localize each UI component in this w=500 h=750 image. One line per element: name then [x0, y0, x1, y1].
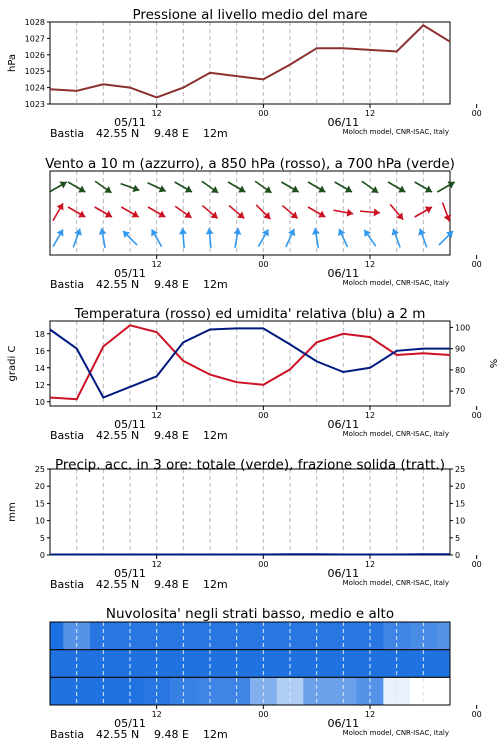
clouds-x-tick-label: 12 — [151, 710, 162, 719]
wind-arrow — [338, 229, 348, 247]
wind-date-label: 05/11 — [114, 267, 146, 280]
wind-arrow — [233, 228, 241, 248]
precip-station-name: Bastia — [50, 578, 85, 591]
pressure-line — [50, 25, 450, 97]
precip-y-right-tick-label: 10 — [455, 516, 466, 526]
temp_rh-y-tick-label: 18 — [34, 329, 45, 339]
wind-arrow — [362, 181, 378, 192]
precip-date-label: 06/11 — [327, 567, 360, 580]
temp_rh-frame — [50, 321, 450, 406]
temp_rh-station-lon: 9.48 E — [154, 429, 189, 442]
humidity-line — [50, 328, 450, 397]
wind-arrow — [439, 231, 453, 245]
pressure-x-tick-label: 00 — [258, 109, 269, 118]
clouds-model-credit: Moloch model, CNR-ISAC, Italy — [342, 729, 449, 737]
temp_rh-x-tick-label: 12 — [151, 411, 162, 420]
wind-arrow — [68, 182, 85, 192]
pressure-frame — [50, 22, 450, 104]
temp_rh-y-right-tick-label: 80 — [455, 365, 466, 375]
temp_rh-station-elevation: 12m — [203, 429, 228, 442]
clouds-x-tick-label: 12 — [364, 710, 376, 719]
temp_rh-y-right-tick-label: 70 — [455, 387, 466, 397]
wind-arrow — [148, 183, 166, 193]
pressure-station-name: Bastia — [50, 127, 85, 140]
wind-x-tick-label: 00 — [258, 260, 269, 269]
wind-arrow-head — [206, 228, 214, 234]
wind-arrow — [95, 181, 111, 192]
temp_rh-y-tick-label: 14 — [34, 363, 45, 373]
cloud-cell — [50, 650, 64, 678]
wind-arrow-head — [347, 209, 354, 217]
wind-arrow — [175, 182, 192, 192]
precip-y-tick-label: 5 — [39, 533, 45, 543]
wind-arrow — [228, 182, 245, 192]
clouds-station-name: Bastia — [50, 728, 85, 741]
temperature-line — [50, 325, 450, 399]
cloud-cell — [437, 622, 451, 650]
clouds-x-tick-label: 00 — [258, 710, 269, 719]
clouds-station-elevation: 12m — [203, 728, 228, 741]
precip-y-tick-label: 15 — [34, 499, 45, 509]
wind-arrow — [202, 181, 218, 192]
pressure-x-tick-label: 00 — [471, 109, 482, 118]
wind-x-tick-label: 00 — [471, 260, 482, 269]
temp_rh-model-credit: Moloch model, CNR-ISAC, Italy — [342, 430, 449, 438]
wind-x-tick-label: 12 — [151, 260, 162, 269]
precip-y-tick-label: 0 — [39, 551, 45, 560]
precip-y-right-tick-label: 25 — [455, 465, 466, 474]
precip-title: Precip. acc. in 3 ore: totale (verde), frazione solida (tratt.) — [55, 457, 445, 473]
temp_rh-x-tick-label: 00 — [471, 411, 482, 420]
precip-x-tick-label: 12 — [364, 560, 376, 569]
wind-arrow — [49, 182, 66, 192]
wind-date-label: 06/11 — [327, 267, 360, 280]
temp_rh-y-tick-label: 16 — [34, 346, 45, 356]
precip-y-right-tick-label: 5 — [455, 533, 461, 543]
clouds-date-label: 06/11 — [327, 717, 360, 730]
temp_rh-y-tick-label: 12 — [34, 380, 45, 390]
wind-arrow-head — [374, 208, 380, 216]
precip-station-lat: 42.55 N — [96, 578, 140, 591]
temp_rh-station-name: Bastia — [50, 429, 85, 442]
temp_rh-y-right-axis-label: % — [487, 358, 498, 369]
clouds-x-tick-label: 00 — [471, 710, 482, 719]
precip-y-tick-label: 10 — [34, 516, 45, 526]
temp_rh-date-label: 05/11 — [114, 418, 146, 431]
wind-arrow — [392, 229, 401, 248]
wind-arrow — [437, 182, 454, 192]
wind-station-lon: 9.48 E — [154, 278, 189, 291]
temp_rh-station-lat: 42.55 N — [96, 429, 140, 442]
temp_rh-y-tick-label: 10 — [34, 397, 45, 407]
temp_rh-y-right-tick-label: 100 — [455, 323, 471, 333]
wind-arrow — [286, 229, 296, 247]
precip-y-right-tick-label: 20 — [455, 482, 466, 492]
cloud-cell — [437, 677, 451, 705]
precip-y-tick-label: 20 — [34, 482, 45, 492]
pressure-date-label: 05/11 — [114, 116, 146, 129]
clouds-station-lon: 9.48 E — [154, 728, 189, 741]
pressure-x-tick-label: 12 — [364, 109, 376, 118]
precip-y-right-tick-label: 15 — [455, 499, 466, 509]
wind-arrow — [335, 182, 352, 192]
precip-station-elevation: 12m — [203, 578, 228, 591]
wind-arrow — [281, 182, 298, 192]
wind-arrow-head — [179, 228, 187, 234]
pressure-y-tick-label: 1025 — [24, 67, 45, 77]
pressure-date-label: 06/11 — [327, 116, 360, 129]
clouds-station-lat: 42.55 N — [96, 728, 140, 741]
precip-x-tick-label: 00 — [471, 560, 482, 569]
pressure-y-axis-label: hPa — [7, 53, 18, 73]
wind-arrow-head — [312, 228, 320, 235]
cloud-cell — [50, 677, 64, 705]
temp_rh-date-label: 06/11 — [327, 418, 360, 431]
temp_rh-y-axis-label: gradi C — [7, 345, 18, 382]
wind-model-credit: Moloch model, CNR-ISAC, Italy — [342, 279, 449, 287]
precip-station-lon: 9.48 E — [154, 578, 189, 591]
precip-y-tick-label: 25 — [34, 465, 45, 474]
temp_rh-x-tick-label: 00 — [258, 411, 269, 420]
wind-arrow-head — [233, 228, 241, 235]
wind-arrow — [255, 181, 271, 192]
precip-x-tick-label: 00 — [258, 560, 269, 569]
cloud-cell — [437, 650, 451, 678]
wind-station-name: Bastia — [50, 278, 85, 291]
wind-arrow — [388, 182, 405, 192]
temp_rh-y-right-tick-label: 90 — [455, 344, 466, 354]
pressure-model-credit: Moloch model, CNR-ISAC, Italy — [342, 128, 449, 136]
pressure-y-tick-label: 1024 — [24, 83, 45, 93]
wind-arrow — [308, 182, 325, 192]
pressure-title: Pressione al livello medio del mare — [132, 7, 368, 23]
precip-x-tick-label: 12 — [151, 560, 162, 569]
cloud-cell — [50, 622, 64, 650]
pressure-y-tick-label: 1026 — [24, 50, 45, 60]
pressure-station-lon: 9.48 E — [154, 127, 189, 140]
temp_rh-x-tick-label: 12 — [364, 411, 376, 420]
pressure-station-elevation: 12m — [203, 127, 228, 140]
pressure-y-tick-label: 1023 — [24, 100, 45, 109]
precip-y-axis-label: mm — [7, 502, 18, 522]
wind-arrow — [53, 203, 63, 220]
wind-title: Vento a 10 m (azzurro), a 850 hPa (rosso), a 700 hPa (verde) — [45, 156, 455, 172]
wind-station-elevation: 12m — [203, 278, 228, 291]
wind-arrow-head — [99, 228, 107, 235]
wind-x-tick-label: 12 — [364, 260, 376, 269]
temp_rh-title: Temperatura (rosso) ed umidita' relativa (blu) a 2 m — [74, 306, 426, 322]
wind-arrow — [312, 228, 320, 248]
wind-arrow — [53, 229, 63, 246]
clouds-date-label: 05/11 — [114, 717, 146, 730]
pressure-y-tick-label: 1028 — [24, 18, 45, 27]
precip-y-right-tick-label: 0 — [455, 551, 461, 560]
pressure-y-tick-label: 1027 — [24, 34, 45, 44]
precip-frame — [50, 469, 450, 555]
wind-arrow — [99, 228, 107, 248]
clouds-title: Nuvolosita' negli strati basso, medio e alto — [105, 606, 395, 622]
wind-arrow — [418, 229, 427, 248]
pressure-station-lat: 42.55 N — [96, 127, 140, 140]
wind-station-lat: 42.55 N — [96, 278, 140, 291]
precip-date-label: 05/11 — [114, 567, 146, 580]
wind-arrow — [415, 182, 432, 192]
wind-arrow — [73, 229, 82, 248]
precip-model-credit: Moloch model, CNR-ISAC, Italy — [342, 579, 449, 587]
pressure-x-tick-label: 12 — [151, 109, 162, 118]
